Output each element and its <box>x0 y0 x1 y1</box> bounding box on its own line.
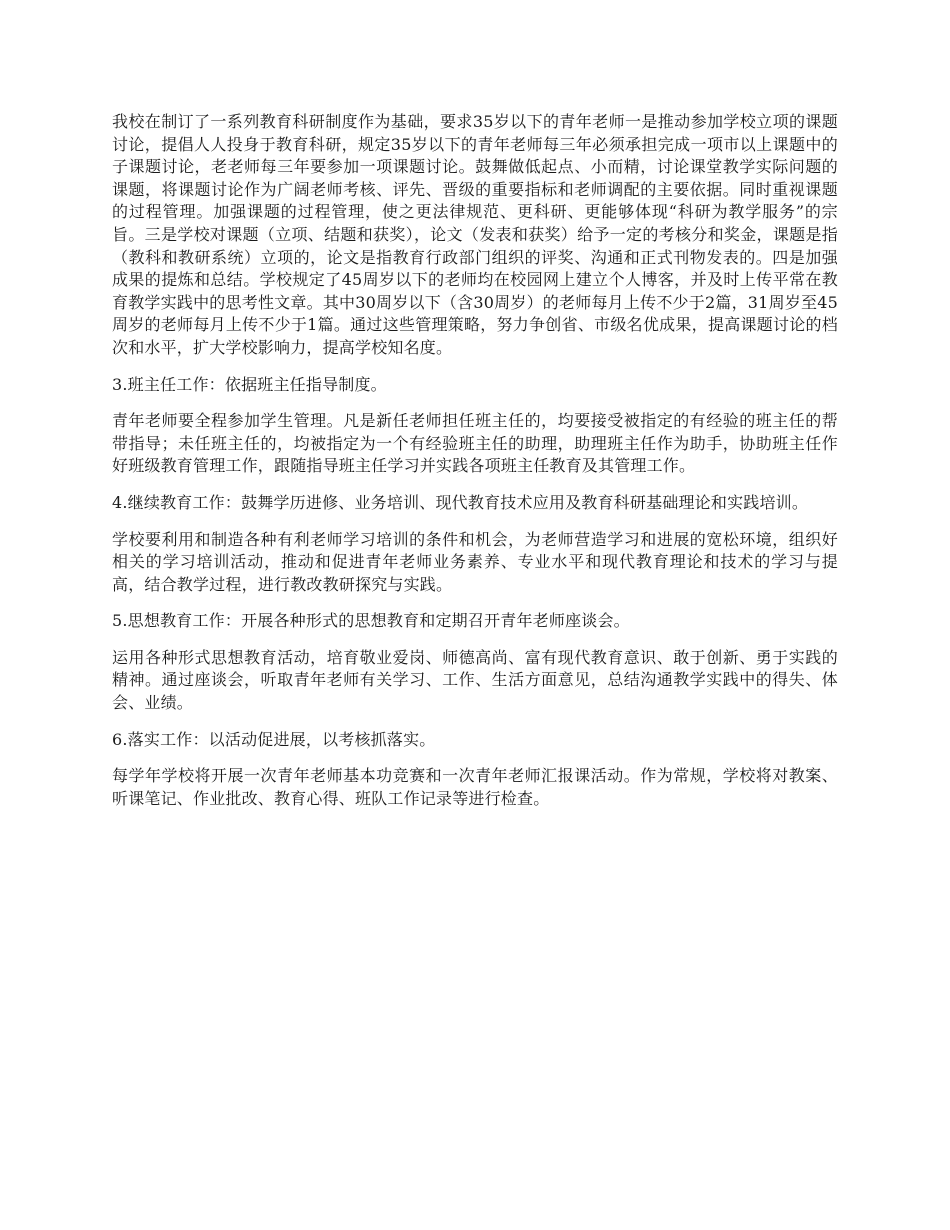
heading-continuing-education: 4.继续教育工作：鼓舞学历进修、业务培训、现代教育技术应用及教育科研基础理论和实践培训。 <box>112 492 809 512</box>
paragraph-implementation-work: 每学年学校将开展一次青年老师基本功竞赛和一次青年老师汇报课活动。作为常规，学校将对教案、听课笔记、作业批改、教育心得、班队工作记录等进行检查。 <box>112 766 838 808</box>
paragraph-continuing-education: 学校要利用和制造各种有利老师学习培训的条件和机会，为老师营造学习和进展的宽松环境，组织好相关的学习培训活动，推动和促进青年老师业务素养、专业水平和现代教育理论和技术的学习与提高，结合教学过程，进行教改教研探究与实践。 <box>112 529 838 594</box>
heading-implementation-work: 6.落实工作：以活动促进展，以考核抓落实。 <box>112 729 436 749</box>
paragraph-ideological-education: 运用各种形式思想教育活动，培育敬业爱岗、师德高尚、富有现代教育意识、敢于创新、勇于实践的精神。通过座谈会，听取青年老师有关学习、工作、生活方面意见，总结沟通教学实践中的得失、体会、业绩。 <box>112 647 838 713</box>
paragraph-head-teacher-work: 青年老师要全程参加学生管理。凡是新任老师担任班主任的，均要接受被指定的有经验的班主任的帮带指导；未任班主任的，均被指定为一个有经验班主任的助理，助理班主任作为助手，协助班主任作好班级教育管理工作，跟随指导班主任学习并实践各项班主任教育及其管理工作。 <box>112 411 838 476</box>
heading-head-teacher-work: 3.班主任工作：依据班主任指导制度。 <box>112 374 387 394</box>
heading-ideological-education: 5.思想教育工作：开展各种形式的思想教育和定期召开青年老师座谈会。 <box>112 611 630 631</box>
paragraph-research-system: 我校在制订了一系列教育科研制度作为基础，要求35岁以下的青年老师一是推动参加学校立项的课题讨论，提倡人人投身于教育科研，规定35岁以下的青年老师每三年必须承担完成一项市以上课题中的子课题讨论，老老师每三年要参加一项课题讨论。鼓舞做低起点、小而精，讨论课堂教学实际问题的课题，将课题讨论作为广阔老师考核、评先、晋级的重要指标和老师调配的主要依据。同时重视课题的过程管理。加强课题的过程管理，使之更法律规范、更科研、更能够体现“科研为教学服务”的宗旨。三是学校对课题（立项、结题和获奖），论文（发表和获奖）给予一定的考核分和奖金，课题是指（教科和教研系统）立项的，论文是指教育行政部门组织的评奖、沟通和正式刊物发表的。四是加强成果的提炼和总结。学校规定了45周岁以下的老师均在校园网上建立个人博客，并及时上传平常在教育教学实践中的思考性文章。其中30周岁以下（含30周岁）的老师每月上传不少于2篇，31周岁至45周岁的老师每月上传不少于1篇。通过这些管理策略，努力争创省、市级名优成果，提高课题讨论的档次和水平，扩大学校影响力，提高学校知名度。 <box>112 112 838 357</box>
